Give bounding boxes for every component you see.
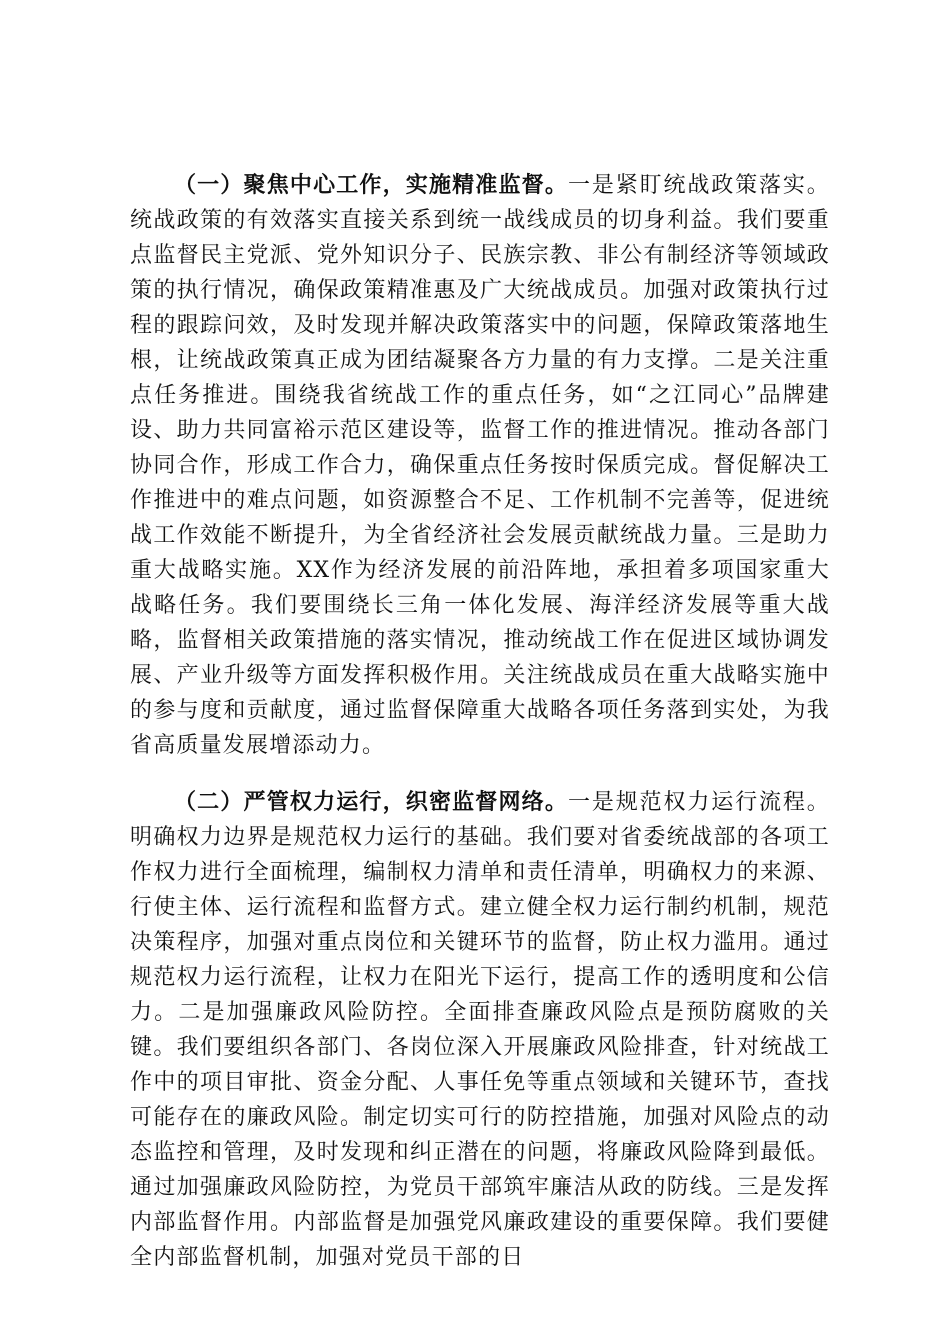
paragraph-text: 一是规范权力运行流程。明确权力边界是规范权力运行的基础。我们要对省委统战部的各项工作权力进行全面梳理，编制权力清单和责任清单，明确权力的来源、行使主体、运行流程和监督方式。建立健全权力运行制约机制，规范决策程序，加强对重点岗位和关键环节的监督，防止权力滥用。通过规范权力运行流程，让权力在阳光下运行，提高工作的透明度和公信力。二是加强廉政风险防控。全面排查廉政风险点是预防腐败的关键。我们要组织各部门、各岗位深入开展廉政风险排查，针对统战工作中的项目审批、资金分配、人事任免等重点领域和关键环节，查找可能存在的廉政风险。制定切实可行的防控措施，加强对风险点的动态监控和管理，及时发现和纠正潜在的问题，将廉政风险降到最低。通过加强廉政风险防控，为党员干部筑牢廉洁从政的防线。三是发挥内部监督作用。内部监督是加强党风廉政建设的重要保障。我们要健全内部监督机制，加强对党员干部的日 xyxy=(130,790,830,1270)
paragraph-text: 一是紧盯统战政策落实。统战政策的有效落实直接关系到统一战线成员的切身利益。我们要重点监督民主党派、党外知识分子、民族宗教、非公有制经济等领域政策的执行情况，确保政策精准惠及广大统战成员。加强对政策执行过程的跟踪问效，及时发现并解决政策落实中的问题，保障政策落地生根，让统战政策真正成为团结凝聚各方力量的有力支撑。二是关注重点任务推进。围绕我省统战工作的重点任务，如“之江同心”品牌建设、助力共同富裕示范区建设等，监督工作的推进情况。推动各部门协同合作，形成工作合力，确保重点任务按时保质完成。督促解决工作推进中的难点问题，如资源整合不足、工作机制不完善等，促进统战工作效能不断提升，为全省经济社会发展贡献统战力量。三是助力重大战略实施。XX作为经济发展的前沿阵地，承担着多项国家重大战略任务。我们要围绕长三角一体化发展、海洋经济发展等重大战略，监督相关政策措施的落实情况，推动统战工作在促进区域协调发展、产业升级等方面发挥积极作用。关注统战成员在重大战略实施中的参与度和贡献度，通过监督保障重大战略各项任务落到实处，为我省高质量发展增添动力。 xyxy=(130,173,830,758)
paragraph-power-supervision xyxy=(130,785,830,1275)
paragraph-heading: （一）聚焦中心工作，实施精准监督。 xyxy=(174,173,569,198)
document-body xyxy=(130,168,830,1275)
paragraph-focus-central-work xyxy=(130,168,830,763)
paragraph-heading: （二）严管权力运行，织密监督网络。 xyxy=(174,790,569,815)
